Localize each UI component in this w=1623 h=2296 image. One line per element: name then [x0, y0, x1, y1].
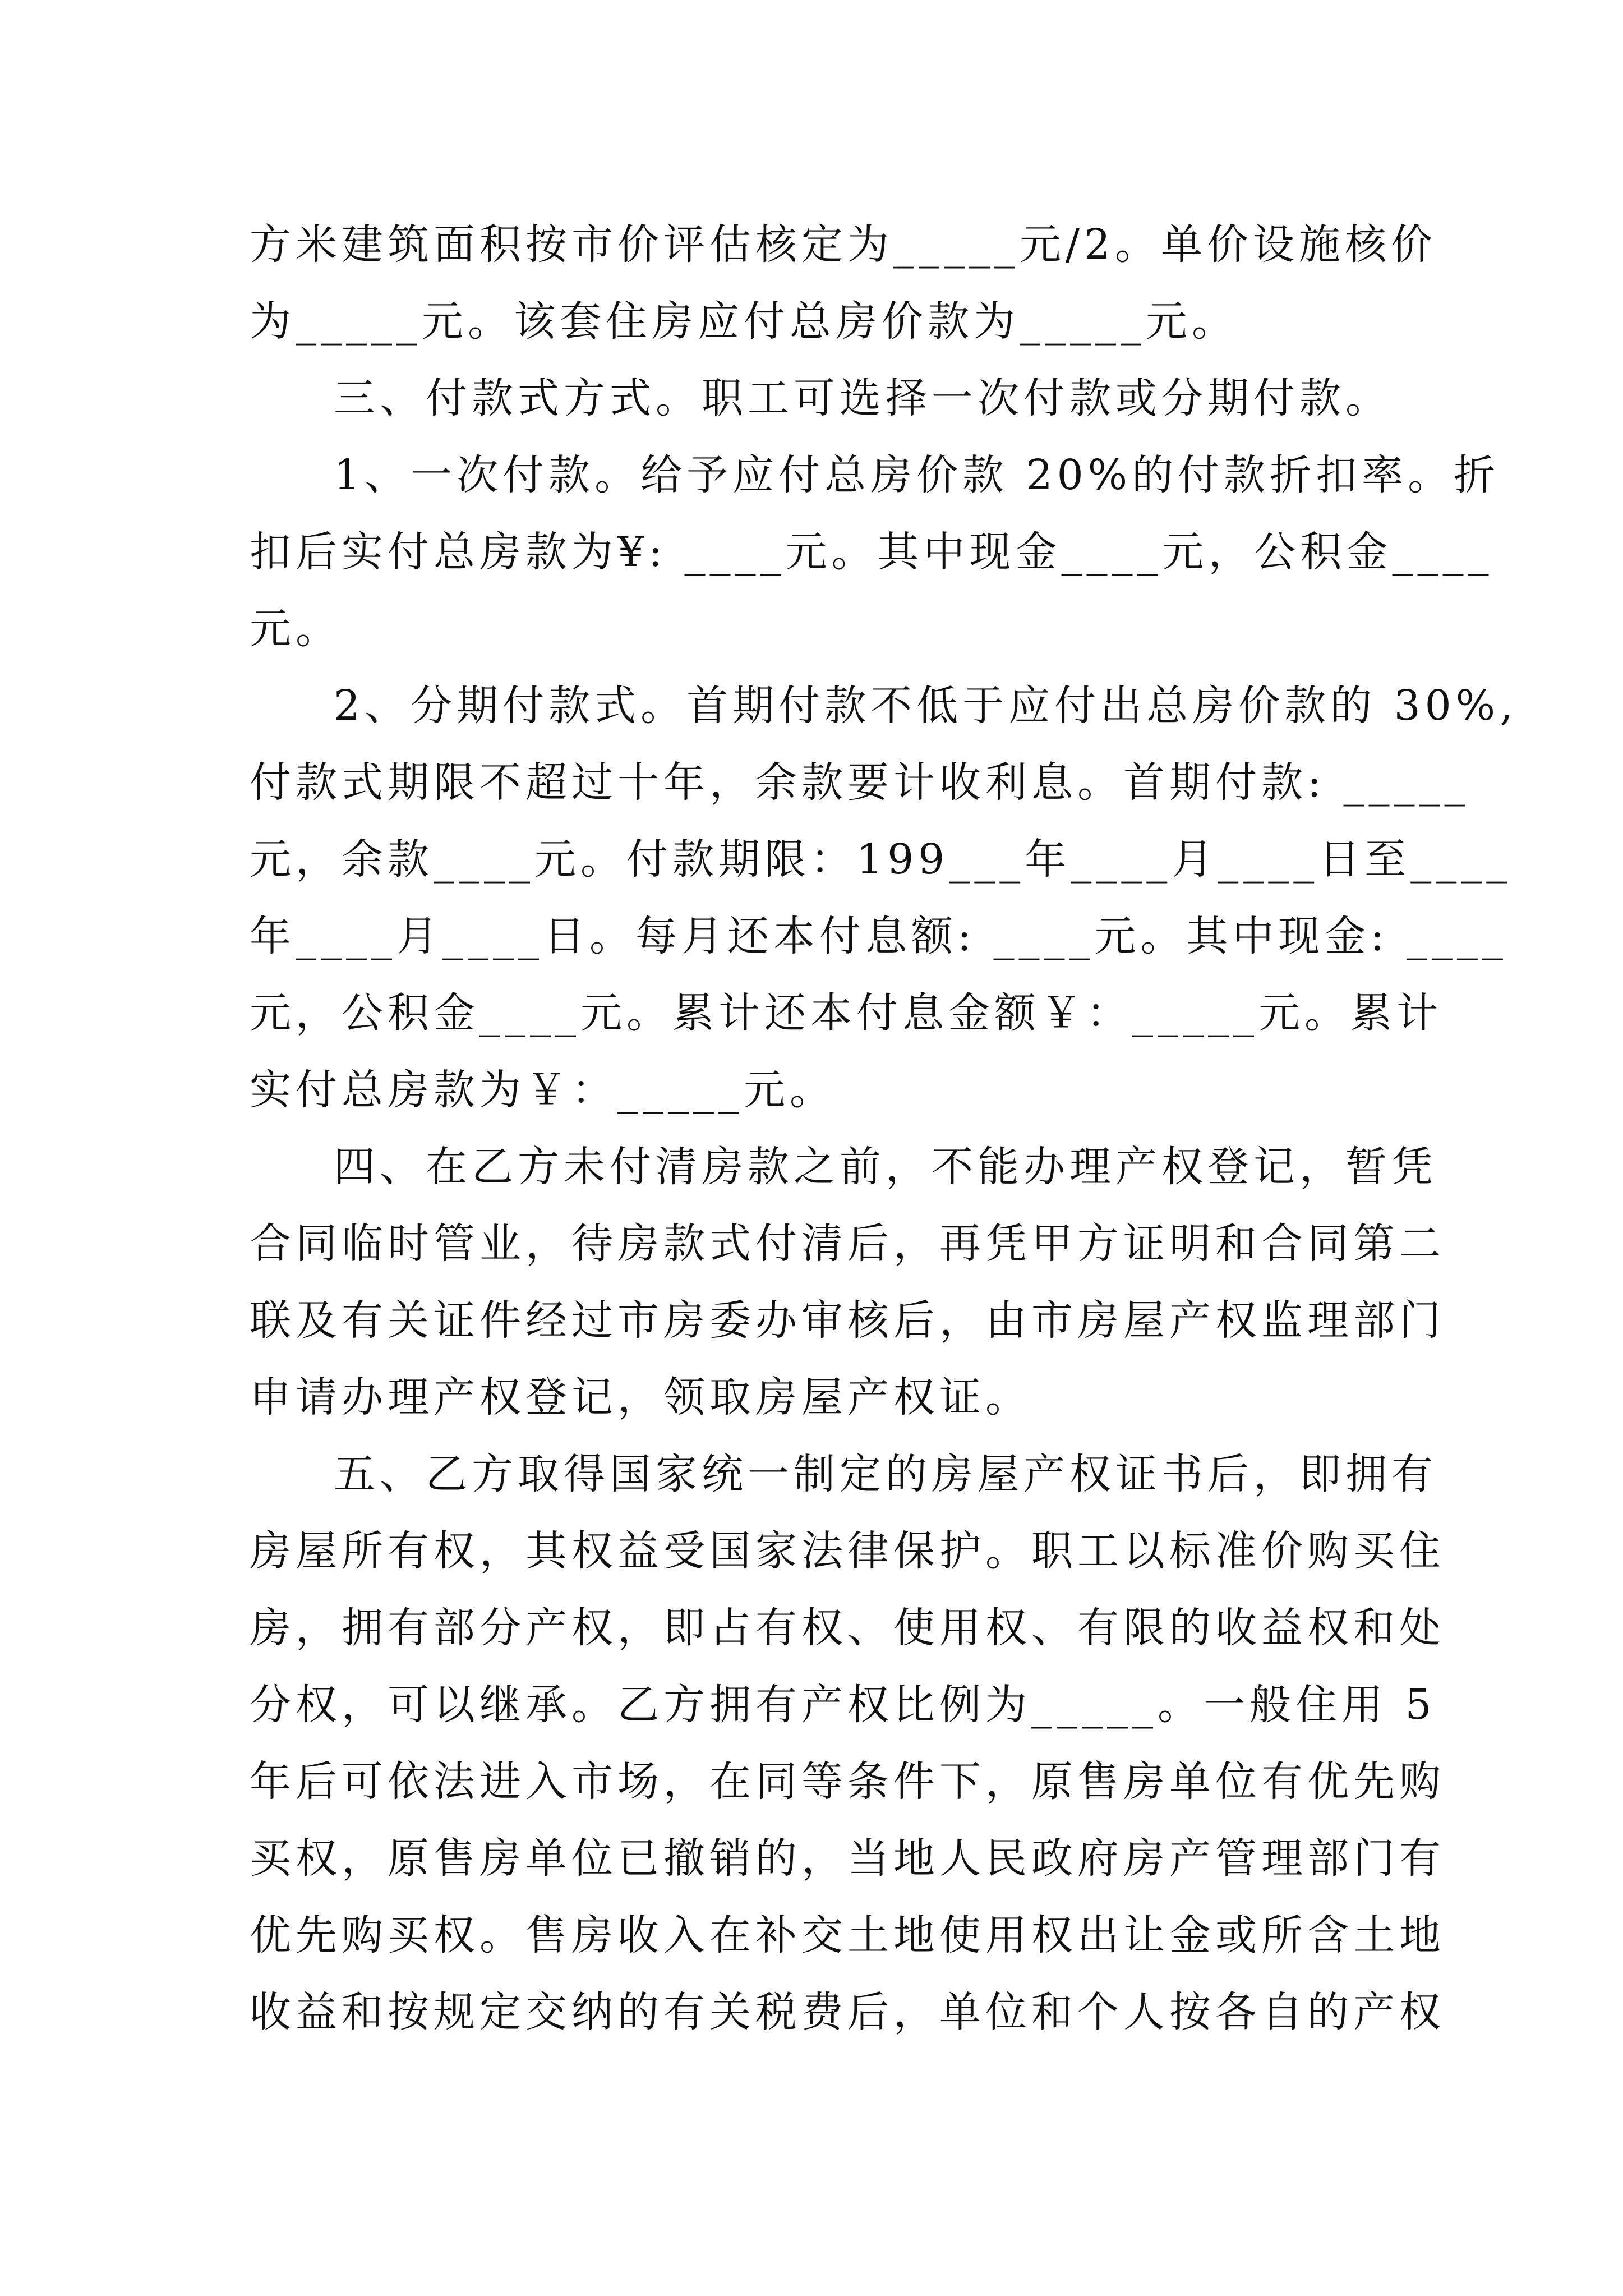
text-line: 元，余款____元。付款期限：199___年____月____日至____	[250, 835, 1512, 884]
text-line: 为_____元。该套住房应付总房价款为_____元。	[250, 297, 1238, 346]
text-line: 房屋所有权，其权益受国家法律保护。职工以标准价购买住	[250, 1527, 1445, 1575]
text-line: 元，公积金____元。累计还本付息金额￥：_____元。累计	[250, 989, 1442, 1037]
text-line: 联及有关证件经过市房委办审核后，由市房屋产权监理部门	[250, 1296, 1445, 1345]
text-line: 买权，原售房单位已撤销的，当地人民政府房产管理部门有	[250, 1834, 1445, 1883]
text-line: 元。	[250, 605, 342, 653]
text-line: 年____月____日。每月还本付息额: ____元。其中现金: ____	[250, 912, 1507, 960]
text-line: 收益和按规定交纳的有关税费后，单位和个人按各自的产权	[250, 1988, 1445, 2036]
text-line: 1、一次付款。给予应付总房价款 20%的付款折扣率。折	[334, 451, 1500, 499]
text-line: 申请办理产权登记，领取房屋产权证。	[250, 1373, 1031, 1421]
text-line: 分权，可以继承。乙方拥有产权比例为_____。一般住用 5	[250, 1681, 1436, 1729]
text-line: 扣后实付总房款为¥: ____元。其中现金____元，公积金____	[250, 528, 1493, 576]
text-line: 付款式期限不超过十年，余款要计收利息。首期付款: _____	[250, 758, 1470, 807]
text-line: 2、分期付款式。首期付款不低于应付出总房价款的 30%,	[334, 682, 1518, 730]
text-line: 方米建筑面积按市价评估核定为_____元/2。单价设施核价	[250, 220, 1437, 269]
section-heading: 四、在乙方未付清房款之前，不能办理产权登记，暂凭	[334, 1143, 1437, 1191]
document-body	[250, 206, 1518, 2051]
text-line: 优先购买权。售房收入在补交土地使用权出让金或所含土地	[250, 1911, 1445, 1959]
text-line: 合同临时管业，待房款式付清后，再凭甲方证明和合同第二	[250, 1220, 1445, 1268]
text-line: 实付总房款为￥：_____元。	[250, 1066, 836, 1114]
text-line: 房，拥有部分产权，即占有权、使用权、有限的收益权和处	[250, 1604, 1445, 1652]
section-heading: 三、付款式方式。职工可选择一次付款或分期付款。	[334, 374, 1391, 422]
section-heading: 五、乙方取得国家统一制定的房屋产权证书后，即拥有	[334, 1450, 1437, 1498]
text-line: 年后可依法进入市场，在同等条件下，原售房单位有优先购	[250, 1757, 1445, 1806]
